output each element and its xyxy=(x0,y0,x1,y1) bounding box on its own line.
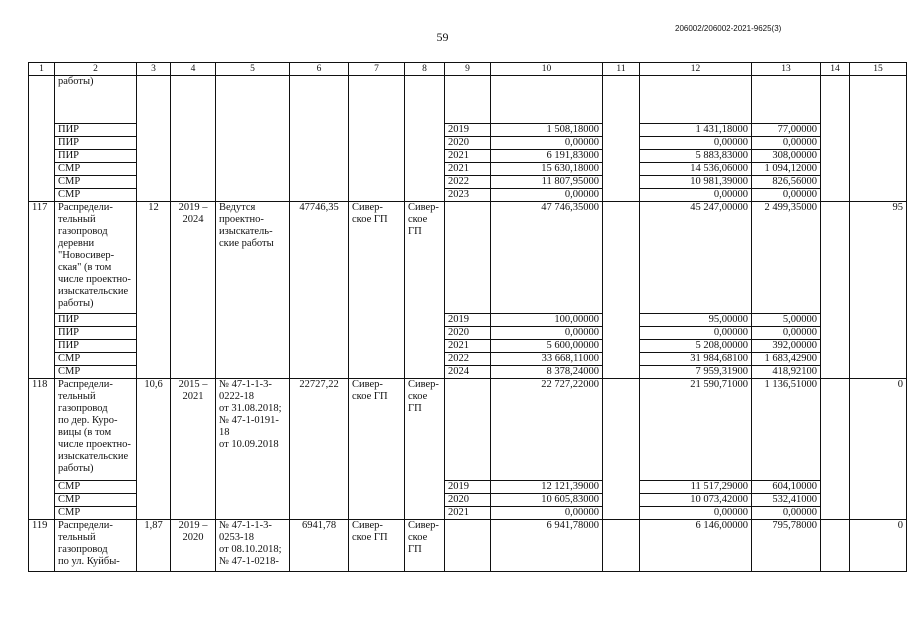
local-funding-cell: 1 683,42900 xyxy=(752,353,821,366)
column-number: 4 xyxy=(171,63,216,76)
column-number: 9 xyxy=(445,63,491,76)
funding-cell: 31 984,68100 xyxy=(640,353,752,366)
period-cell: 2019 – 2024 xyxy=(171,202,216,379)
status-cell: Ведутся проектно- изыскатель- ские работы xyxy=(216,202,290,379)
local-funding-cell: 532,41000 xyxy=(752,494,821,507)
work-type-cell: ПИР xyxy=(55,150,137,163)
total-cost-cell: 11 807,95000 xyxy=(491,176,603,189)
row-number-cell: 117 xyxy=(29,202,55,379)
column-number: 8 xyxy=(405,63,445,76)
column-number: 1 xyxy=(29,63,55,76)
work-type-cell: СМР xyxy=(55,176,137,189)
table-row xyxy=(29,379,907,481)
column-number: 15 xyxy=(850,63,907,76)
total-cost-cell: 12 121,39000 xyxy=(491,481,603,494)
total-cost-cell: 10 605,83000 xyxy=(491,494,603,507)
total-cost-cell: 8 378,24000 xyxy=(491,366,603,379)
owner-cell: Сивер- ское ГП xyxy=(405,520,445,572)
readiness-cell: 0 xyxy=(850,520,907,572)
funding-cell: 0,00000 xyxy=(640,189,752,202)
row-number-cell: 119 xyxy=(29,520,55,572)
funding-cell: 0,00000 xyxy=(640,507,752,520)
year-cell: 2020 xyxy=(445,327,491,340)
status-cell: № 47-1-1-3- 0253-18 от 08.10.2018; № 47-1-0218- xyxy=(216,520,290,572)
total-cost-cell: 15 630,18000 xyxy=(491,163,603,176)
funding-cell: 1 431,18000 xyxy=(640,124,752,137)
total-cost-cell: 5 600,00000 xyxy=(491,340,603,353)
local-funding-cell: 2 499,35000 xyxy=(752,202,821,314)
work-type-cell: СМР xyxy=(55,481,137,494)
funding-cell: 11 517,29000 xyxy=(640,481,752,494)
estimated-cost-cell: 22727,22 xyxy=(290,379,349,520)
local-funding-cell: 0,00000 xyxy=(752,507,821,520)
local-funding-cell: 1 136,51000 xyxy=(752,379,821,481)
year-cell: 2021 xyxy=(445,163,491,176)
local-funding-cell: 604,10000 xyxy=(752,481,821,494)
total-cost-cell: 0,00000 xyxy=(491,327,603,340)
funding-cell: 10 981,39000 xyxy=(640,176,752,189)
work-type-cell: СМР xyxy=(55,353,137,366)
year-cell: 2020 xyxy=(445,494,491,507)
estimated-cost-cell: 47746,35 xyxy=(290,202,349,379)
object-name-cell: работы) xyxy=(55,76,137,124)
column-number: 5 xyxy=(216,63,290,76)
table-row xyxy=(29,76,907,124)
total-cost-cell: 22 727,22000 xyxy=(491,379,603,481)
data-table xyxy=(28,62,907,572)
local-funding-cell: 0,00000 xyxy=(752,189,821,202)
work-type-cell: ПИР xyxy=(55,314,137,327)
readiness-cell: 0 xyxy=(850,379,907,520)
object-name-cell: Распредели- тельный газопровод по дер. Куро- вицы (в том числе проектно- изыскательские работы) xyxy=(55,379,137,481)
funding-cell: 6 146,00000 xyxy=(640,520,752,572)
local-funding-cell: 77,00000 xyxy=(752,124,821,137)
funding-cell: 45 247,00000 xyxy=(640,202,752,314)
owner-cell: Сивер- ское ГП xyxy=(405,202,445,379)
status-cell: № 47-1-1-3- 0222-18 от 31.08.2018; № 47-1-0191- 18 от 10.09.2018 xyxy=(216,379,290,520)
local-funding-cell: 392,00000 xyxy=(752,340,821,353)
work-type-cell: СМР xyxy=(55,163,137,176)
year-cell: 2019 xyxy=(445,314,491,327)
local-funding-cell: 418,92100 xyxy=(752,366,821,379)
local-funding-cell: 0,00000 xyxy=(752,137,821,150)
work-type-cell: ПИР xyxy=(55,327,137,340)
funding-cell: 0,00000 xyxy=(640,137,752,150)
period-cell: 2015 – 2021 xyxy=(171,379,216,520)
local-funding-cell: 826,56000 xyxy=(752,176,821,189)
work-type-cell: ПИР xyxy=(55,137,137,150)
table-row xyxy=(29,202,907,314)
work-type-cell: СМР xyxy=(55,189,137,202)
local-funding-cell: 795,78000 xyxy=(752,520,821,572)
year-cell: 2024 xyxy=(445,366,491,379)
work-type-cell: ПИР xyxy=(55,124,137,137)
year-cell: 2019 xyxy=(445,481,491,494)
year-cell: 2021 xyxy=(445,340,491,353)
funding-cell: 7 959,31900 xyxy=(640,366,752,379)
column-number: 10 xyxy=(491,63,603,76)
work-type-cell: ПИР xyxy=(55,340,137,353)
total-cost-cell: 0,00000 xyxy=(491,137,603,150)
table-row xyxy=(29,520,907,572)
object-name-cell: Распредели- тельный газопровод по ул. Куйбы- xyxy=(55,520,137,572)
column-number: 6 xyxy=(290,63,349,76)
column-number: 13 xyxy=(752,63,821,76)
period-cell: 2019 – 2020 xyxy=(171,520,216,572)
year-cell: 2021 xyxy=(445,150,491,163)
column-number: 12 xyxy=(640,63,752,76)
funding-cell: 5 883,83000 xyxy=(640,150,752,163)
year-cell: 2022 xyxy=(445,353,491,366)
readiness-cell: 95 xyxy=(850,202,907,379)
length-cell: 10,6 xyxy=(137,379,171,520)
total-cost-cell: 6 191,83000 xyxy=(491,150,603,163)
column-number: 3 xyxy=(137,63,171,76)
total-cost-cell: 6 941,78000 xyxy=(491,520,603,572)
table-container xyxy=(28,62,903,580)
year-cell: 2021 xyxy=(445,507,491,520)
year-cell: 2019 xyxy=(445,124,491,137)
work-type-cell: СМР xyxy=(55,494,137,507)
total-cost-cell: 0,00000 xyxy=(491,189,603,202)
local-funding-cell: 5,00000 xyxy=(752,314,821,327)
length-cell: 12 xyxy=(137,202,171,379)
document-code: 206002/206002-2021-9625(3) xyxy=(675,24,782,33)
object-name-cell: Распредели- тельный газопровод деревни "Новосивер- ская" (в том числе проектно- изыскательские работы) xyxy=(55,202,137,314)
row-number-cell xyxy=(29,76,55,202)
funding-cell: 10 073,42000 xyxy=(640,494,752,507)
local-funding-cell: 0,00000 xyxy=(752,327,821,340)
total-cost-cell: 0,00000 xyxy=(491,507,603,520)
column-number: 14 xyxy=(821,63,850,76)
owner-cell: Сивер- ское ГП xyxy=(405,379,445,520)
total-cost-cell: 33 668,11000 xyxy=(491,353,603,366)
customer-cell: Сивер- ское ГП xyxy=(349,379,405,520)
column-number: 7 xyxy=(349,63,405,76)
total-cost-cell: 1 508,18000 xyxy=(491,124,603,137)
page-number: 59 xyxy=(436,30,449,44)
length-cell: 1,87 xyxy=(137,520,171,572)
total-cost-cell: 47 746,35000 xyxy=(491,202,603,314)
estimated-cost-cell: 6941,78 xyxy=(290,520,349,572)
column-number: 11 xyxy=(603,63,640,76)
total-cost-cell: 100,00000 xyxy=(491,314,603,327)
column-number: 2 xyxy=(55,63,137,76)
row-number-cell: 118 xyxy=(29,379,55,520)
funding-cell: 95,00000 xyxy=(640,314,752,327)
customer-cell: Сивер- ское ГП xyxy=(349,520,405,572)
funding-cell: 14 536,06000 xyxy=(640,163,752,176)
column-number-row xyxy=(29,63,907,76)
funding-cell: 5 208,00000 xyxy=(640,340,752,353)
year-cell: 2023 xyxy=(445,189,491,202)
year-cell: 2020 xyxy=(445,137,491,150)
customer-cell: Сивер- ское ГП xyxy=(349,202,405,379)
local-funding-cell: 1 094,12000 xyxy=(752,163,821,176)
local-funding-cell: 308,00000 xyxy=(752,150,821,163)
year-cell: 2022 xyxy=(445,176,491,189)
work-type-cell: СМР xyxy=(55,366,137,379)
work-type-cell: СМР xyxy=(55,507,137,520)
funding-cell: 0,00000 xyxy=(640,327,752,340)
funding-cell: 21 590,71000 xyxy=(640,379,752,481)
